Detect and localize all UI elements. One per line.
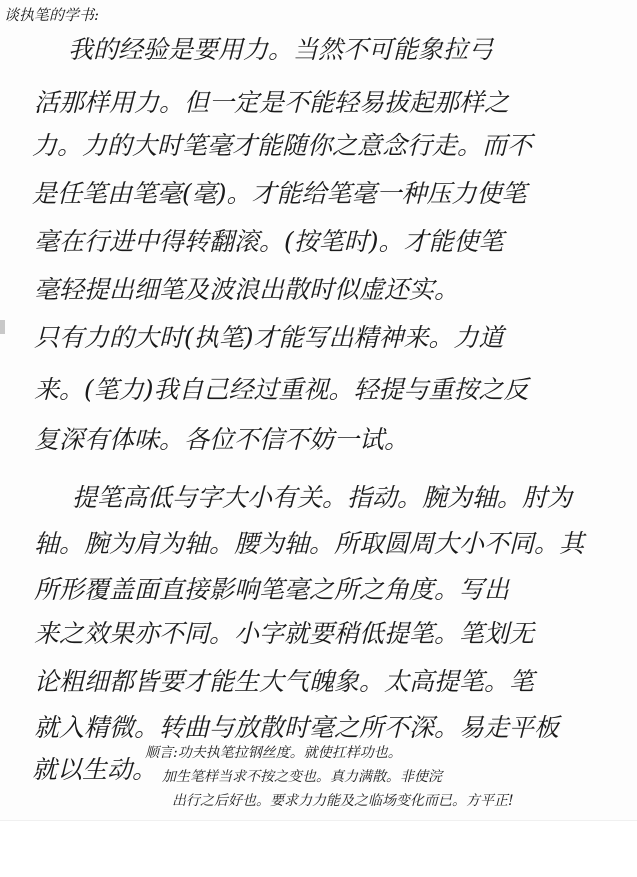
text-line-11: 轴。腕为肩为轴。腰为轴。所取圆周大小不同。其: [34, 529, 585, 558]
text-line-7: 只有力的大时(执笔)才能写出精神来。力道: [34, 323, 504, 352]
text-line-5: 毫在行进中得转翻滚。(按笔时)。才能使笔: [34, 227, 504, 256]
text-line-8: 来。(笔力)我自己经过重视。轻提与重按之反: [34, 375, 529, 404]
margin-note-3: 出行之后好也。要求力力能及之临场变化而已。方平正!: [172, 793, 514, 809]
margin-note-1: 顺言:功夫执笔拉钢丝度。就使扛样功也。: [145, 745, 402, 761]
text-line-2: 活那样用力。但一定是不能轻易拔起那样之: [34, 88, 510, 117]
text-line-15: 就入精微。转曲与放散时毫之所不深。易走平板: [34, 713, 560, 742]
text-line-13: 来之效果亦不同。小字就要稍低提笔。笔划无: [34, 619, 535, 648]
text-line-16: 就以生动。: [32, 755, 158, 784]
margin-note-2: 加生笔样当求不按之变也。真力满散。非使浣: [162, 769, 442, 785]
text-line-12: 所形覆盖面直接影响笔毫之所之角度。写出: [34, 575, 510, 604]
text-line-4: 是任笔由笔毫(毫)。才能给笔毫一种压力使笔: [32, 179, 527, 208]
page-bottom-margin: [0, 820, 637, 877]
text-line-9: 复深有体味。各位不信不妨一试。: [34, 425, 410, 454]
text-line-1: 我的经验是要用力。当然不可能象拉弓: [68, 35, 494, 64]
text-line-6: 毫轻提出细笔及波浪出散时似虚还实。: [34, 275, 460, 304]
text-line-14: 论粗细都皆要才能生大气魄象。太高提笔。笔: [34, 667, 535, 696]
text-line-3: 力。力的大时笔毫才能随你之意念行走。而不: [32, 131, 533, 160]
document-title: 谈执笔的学书:: [4, 6, 100, 24]
paper-edge-mark: [0, 320, 5, 334]
text-line-10: 提笔高低与字大小有关。指动。腕为轴。肘为: [72, 483, 573, 512]
